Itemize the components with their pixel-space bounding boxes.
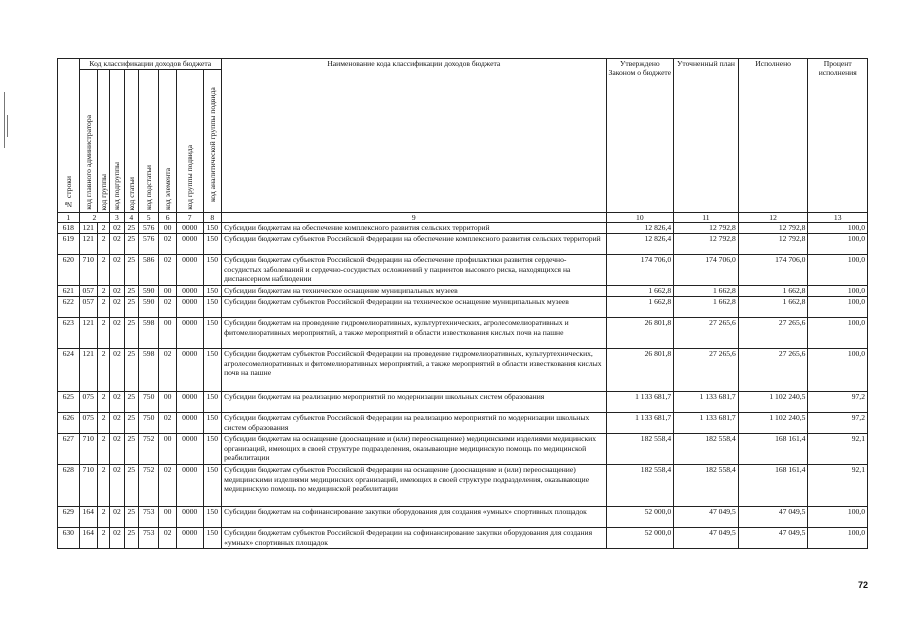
subarticle-code-cell: 590: [138, 297, 159, 318]
group-code-cell: 2: [97, 234, 109, 255]
revenue-name-cell: Субсидии бюджетам на проведение гидромелиоративных, культуртехнических, агролесомелиоративных и фитомелиоративных мероприятий, а также мероприятий в области известкования кислых почв на пашне: [222, 318, 606, 349]
revenue-name-cell: Субсидии бюджетам на реализацию мероприятий по модернизации школьных систем образования: [222, 392, 606, 413]
analytic-group-code-cell: 150: [203, 255, 222, 286]
approved-amount-cell: 52 000,0: [606, 528, 674, 549]
subarticle-code-cell: 576: [138, 223, 159, 234]
revised-plan-cell: 27 265,6: [674, 349, 739, 392]
article-code-cell: 25: [124, 465, 138, 507]
approved-amount-cell: 12 826,4: [606, 234, 674, 255]
column-number: 9: [222, 213, 606, 223]
percent-executed-cell: 100,0: [808, 318, 868, 349]
subarticle-code-cell: 750: [138, 413, 159, 434]
row-number-cell: 624: [58, 349, 80, 392]
column-number: 11: [674, 213, 739, 223]
column-number: 2: [79, 213, 110, 223]
subgroup-code-cell: 02: [110, 528, 124, 549]
percent-executed-cell: 97,2: [808, 413, 868, 434]
subtype-group-code-cell: 0000: [176, 349, 203, 392]
subgroup-code-cell: 02: [110, 413, 124, 434]
table-row: [58, 392, 868, 413]
approved-amount-cell: 1 662,8: [606, 286, 674, 297]
group-code-cell: 2: [97, 286, 109, 297]
element-code-cell: 02: [159, 413, 176, 434]
header-element-code: код элемента: [159, 70, 176, 213]
admin-code-cell: 057: [79, 286, 97, 297]
header-subtype-group-code: код группы подвида: [176, 70, 203, 213]
article-code-cell: 25: [124, 413, 138, 434]
percent-executed-cell: 100,0: [808, 528, 868, 549]
row-number-cell: 628: [58, 465, 80, 507]
analytic-group-code-cell: 150: [203, 434, 222, 465]
element-code-cell: 00: [159, 286, 176, 297]
subgroup-code-cell: 02: [110, 297, 124, 318]
subtype-group-code-cell: 0000: [176, 255, 203, 286]
percent-executed-cell: 100,0: [808, 223, 868, 234]
analytic-group-code-cell: 150: [203, 465, 222, 507]
row-number-cell: 620: [58, 255, 80, 286]
group-code-cell: 2: [97, 318, 109, 349]
article-code-cell: 25: [124, 349, 138, 392]
column-number: 7: [176, 213, 203, 223]
approved-amount-cell: 52 000,0: [606, 507, 674, 528]
revenue-name-cell: Субсидии бюджетам субъектов Российской Федерации на оснащение (дооснащение и (или) переоснащение) медицинскими изделиями медицинских организаций, имеющих в своей структуре подразделения, оказывающие медицинскую помощь по медицинской реабилитации: [222, 465, 606, 507]
subarticle-code-cell: 598: [138, 349, 159, 392]
admin-code-cell: 164: [79, 528, 97, 549]
element-code-cell: 00: [159, 318, 176, 349]
percent-executed-cell: 92,1: [808, 434, 868, 465]
revenue-name-cell: Субсидии бюджетам субъектов Российской Федерации на обеспечение профилактики развития сердечно-сосудистых заболеваний и сердечно-сосудистых осложнений у пациентов высокого риска, находящихся на диспансерном наблюдении: [222, 255, 606, 286]
group-code-cell: 2: [97, 528, 109, 549]
percent-executed-cell: 100,0: [808, 349, 868, 392]
revenue-name-cell: Субсидии бюджетам на софинансирование закупки оборудования для создания «умных» спортивных площадок: [222, 507, 606, 528]
subgroup-code-cell: 02: [110, 507, 124, 528]
subarticle-code-cell: 590: [138, 286, 159, 297]
header-subarticle-code: код подстатьи: [138, 70, 159, 213]
executed-amount-cell: 27 265,6: [738, 318, 808, 349]
group-code-cell: 2: [97, 349, 109, 392]
percent-executed-cell: 92,1: [808, 465, 868, 507]
column-number: 5: [138, 213, 159, 223]
table-row: [58, 507, 868, 528]
analytic-group-code-cell: 150: [203, 413, 222, 434]
approved-amount-cell: 1 133 681,7: [606, 392, 674, 413]
article-code-cell: 25: [124, 528, 138, 549]
column-number: 10: [606, 213, 674, 223]
revenue-name-cell: Субсидии бюджетам субъектов Российской Федерации на реализацию мероприятий по модернизации школьных систем образования: [222, 413, 606, 434]
header-name: Наименование кода классификации доходов бюджета: [222, 59, 606, 213]
subarticle-code-cell: 752: [138, 465, 159, 507]
header-subgroup-code: код подгруппы: [110, 70, 124, 213]
element-code-cell: 02: [159, 297, 176, 318]
column-number: 12: [738, 213, 808, 223]
element-code-cell: 00: [159, 434, 176, 465]
table-row: [58, 255, 868, 286]
executed-amount-cell: 168 161,4: [738, 434, 808, 465]
element-code-cell: 02: [159, 465, 176, 507]
executed-amount-cell: 1 662,8: [738, 286, 808, 297]
element-code-cell: 02: [159, 528, 176, 549]
table-row: [58, 413, 868, 434]
subtype-group-code-cell: 0000: [176, 223, 203, 234]
revenue-name-cell: Субсидии бюджетам субъектов Российской Федерации на софинансирование закупки оборудования для создания «умных» спортивных площадок: [222, 528, 606, 549]
subtype-group-code-cell: 0000: [176, 465, 203, 507]
article-code-cell: 25: [124, 434, 138, 465]
analytic-group-code-cell: 150: [203, 392, 222, 413]
article-code-cell: 25: [124, 234, 138, 255]
analytic-group-code-cell: 150: [203, 528, 222, 549]
approved-amount-cell: 174 706,0: [606, 255, 674, 286]
revised-plan-cell: 47 049,5: [674, 528, 739, 549]
subtype-group-code-cell: 0000: [176, 434, 203, 465]
approved-amount-cell: 182 558,4: [606, 434, 674, 465]
subgroup-code-cell: 02: [110, 318, 124, 349]
table-row: [58, 318, 868, 349]
subtype-group-code-cell: 0000: [176, 507, 203, 528]
column-number: 8: [203, 213, 222, 223]
revised-plan-cell: 47 049,5: [674, 507, 739, 528]
subarticle-code-cell: 753: [138, 507, 159, 528]
element-code-cell: 02: [159, 234, 176, 255]
subgroup-code-cell: 02: [110, 223, 124, 234]
group-code-cell: 2: [97, 223, 109, 234]
approved-amount-cell: 1 133 681,7: [606, 413, 674, 434]
article-code-cell: 25: [124, 318, 138, 349]
table-row: [58, 349, 868, 392]
revised-plan-cell: 27 265,6: [674, 318, 739, 349]
subtype-group-code-cell: 0000: [176, 528, 203, 549]
subarticle-code-cell: 598: [138, 318, 159, 349]
admin-code-cell: 075: [79, 392, 97, 413]
approved-amount-cell: 12 826,4: [606, 223, 674, 234]
subarticle-code-cell: 752: [138, 434, 159, 465]
row-number-cell: 630: [58, 528, 80, 549]
admin-code-cell: 121: [79, 318, 97, 349]
subgroup-code-cell: 02: [110, 255, 124, 286]
executed-amount-cell: 47 049,5: [738, 507, 808, 528]
revised-plan-cell: 182 558,4: [674, 434, 739, 465]
executed-amount-cell: 12 792,8: [738, 223, 808, 234]
revised-plan-cell: 1 662,8: [674, 297, 739, 318]
admin-code-cell: 121: [79, 349, 97, 392]
analytic-group-code-cell: 150: [203, 297, 222, 318]
revenue-name-cell: Субсидии бюджетам субъектов Российской Федерации на проведение гидромелиоративных, культуртехнических, агролесомелиоративных и фитомелиоративных мероприятий, а также мероприятий в области известкования кислых почв на пашне: [222, 349, 606, 392]
column-number: 4: [124, 213, 138, 223]
analytic-group-code-cell: 150: [203, 318, 222, 349]
article-code-cell: 25: [124, 507, 138, 528]
revised-plan-cell: 1 133 681,7: [674, 413, 739, 434]
article-code-cell: 25: [124, 223, 138, 234]
revised-plan-cell: 1 662,8: [674, 286, 739, 297]
subtype-group-code-cell: 0000: [176, 297, 203, 318]
admin-code-cell: 164: [79, 507, 97, 528]
header-analytic-group-code: код аналитической группы подвида: [203, 70, 222, 213]
analytic-group-code-cell: 150: [203, 234, 222, 255]
percent-executed-cell: 100,0: [808, 255, 868, 286]
executed-amount-cell: 174 706,0: [738, 255, 808, 286]
group-code-cell: 2: [97, 465, 109, 507]
group-code-cell: 2: [97, 434, 109, 465]
table-row: [58, 286, 868, 297]
header-classification-group: Код классификации доходов бюджета: [79, 59, 222, 70]
percent-executed-cell: 100,0: [808, 286, 868, 297]
subgroup-code-cell: 02: [110, 392, 124, 413]
column-number: 13: [808, 213, 868, 223]
analytic-group-code-cell: 150: [203, 349, 222, 392]
group-code-cell: 2: [97, 297, 109, 318]
executed-amount-cell: 47 049,5: [738, 528, 808, 549]
row-number-cell: 622: [58, 297, 80, 318]
margin-mark: [4, 92, 6, 148]
subtype-group-code-cell: 0000: [176, 234, 203, 255]
table-row: [58, 234, 868, 255]
percent-executed-cell: 100,0: [808, 507, 868, 528]
element-code-cell: 02: [159, 255, 176, 286]
executed-amount-cell: 168 161,4: [738, 465, 808, 507]
table-row: [58, 528, 868, 549]
header-article-code: код статьи: [124, 70, 138, 213]
subtype-group-code-cell: 0000: [176, 286, 203, 297]
header-percent: Процент исполнения: [808, 59, 868, 213]
group-code-cell: 2: [97, 255, 109, 286]
table-row: [58, 465, 868, 507]
approved-amount-cell: 26 801,8: [606, 349, 674, 392]
subgroup-code-cell: 02: [110, 234, 124, 255]
row-number-cell: 623: [58, 318, 80, 349]
admin-code-cell: 121: [79, 234, 97, 255]
subarticle-code-cell: 576: [138, 234, 159, 255]
subgroup-code-cell: 02: [110, 286, 124, 297]
header-admin-code: код главного администратора: [79, 70, 97, 213]
admin-code-cell: 710: [79, 255, 97, 286]
group-code-cell: 2: [97, 507, 109, 528]
admin-code-cell: 710: [79, 434, 97, 465]
column-number: 3: [110, 213, 124, 223]
budget-revenue-table: [57, 58, 868, 549]
subgroup-code-cell: 02: [110, 349, 124, 392]
table-row: [58, 434, 868, 465]
executed-amount-cell: 1 102 240,5: [738, 413, 808, 434]
revised-plan-cell: 12 792,8: [674, 223, 739, 234]
revenue-name-cell: Субсидии бюджетам на обеспечение комплексного развития сельских территорий: [222, 223, 606, 234]
approved-amount-cell: 182 558,4: [606, 465, 674, 507]
approved-amount-cell: 26 801,8: [606, 318, 674, 349]
approved-amount-cell: 1 662,8: [606, 297, 674, 318]
revenue-name-cell: Субсидии бюджетам на оснащение (дооснащение и (или) переоснащение) медицинскими изделиями медицинских организаций, имеющих в своей структуре подразделения, оказывающие медицинскую помощь по медицинской реабилитации: [222, 434, 606, 465]
element-code-cell: 00: [159, 507, 176, 528]
table-row: [58, 297, 868, 318]
executed-amount-cell: 1 102 240,5: [738, 392, 808, 413]
subgroup-code-cell: 02: [110, 434, 124, 465]
admin-code-cell: 075: [79, 413, 97, 434]
executed-amount-cell: 12 792,8: [738, 234, 808, 255]
group-code-cell: 2: [97, 392, 109, 413]
revenue-name-cell: Субсидии бюджетам субъектов Российской Федерации на техническое оснащение муниципальных музеев: [222, 297, 606, 318]
subtype-group-code-cell: 0000: [176, 318, 203, 349]
column-number: 1: [58, 213, 80, 223]
revised-plan-cell: 12 792,8: [674, 234, 739, 255]
article-code-cell: 25: [124, 297, 138, 318]
article-code-cell: 25: [124, 392, 138, 413]
column-number: 6: [159, 213, 176, 223]
row-number-cell: 629: [58, 507, 80, 528]
row-number-cell: 625: [58, 392, 80, 413]
element-code-cell: 00: [159, 392, 176, 413]
revised-plan-cell: 1 133 681,7: [674, 392, 739, 413]
row-number-cell: 618: [58, 223, 80, 234]
column-number-row: [58, 213, 868, 223]
analytic-group-code-cell: 150: [203, 507, 222, 528]
header-row-number: № строки: [58, 59, 80, 213]
analytic-group-code-cell: 150: [203, 223, 222, 234]
table-row: [58, 223, 868, 234]
header-approved: Утверждено Законом о бюджете: [606, 59, 674, 213]
subtype-group-code-cell: 0000: [176, 413, 203, 434]
row-number-cell: 621: [58, 286, 80, 297]
article-code-cell: 25: [124, 286, 138, 297]
revenue-name-cell: Субсидии бюджетам субъектов Российской Федерации на обеспечение комплексного развития сельских территорий: [222, 234, 606, 255]
subarticle-code-cell: 750: [138, 392, 159, 413]
percent-executed-cell: 100,0: [808, 234, 868, 255]
element-code-cell: 00: [159, 223, 176, 234]
admin-code-cell: 710: [79, 465, 97, 507]
subarticle-code-cell: 753: [138, 528, 159, 549]
page-number: 72: [857, 580, 868, 590]
row-number-cell: 619: [58, 234, 80, 255]
subarticle-code-cell: 586: [138, 255, 159, 286]
group-code-cell: 2: [97, 413, 109, 434]
margin-mark: [7, 115, 9, 137]
admin-code-cell: 057: [79, 297, 97, 318]
revised-plan-cell: 174 706,0: [674, 255, 739, 286]
percent-executed-cell: 97,2: [808, 392, 868, 413]
subtype-group-code-cell: 0000: [176, 392, 203, 413]
header-revised: Уточненный план: [674, 59, 739, 213]
header-group-code: код группы: [97, 70, 109, 213]
analytic-group-code-cell: 150: [203, 286, 222, 297]
element-code-cell: 02: [159, 349, 176, 392]
revenue-name-cell: Субсидии бюджетам на техническое оснащение муниципальных музеев: [222, 286, 606, 297]
subgroup-code-cell: 02: [110, 465, 124, 507]
header-executed: Исполнено: [738, 59, 808, 213]
percent-executed-cell: 100,0: [808, 297, 868, 318]
admin-code-cell: 121: [79, 223, 97, 234]
row-number-cell: 626: [58, 413, 80, 434]
executed-amount-cell: 1 662,8: [738, 297, 808, 318]
executed-amount-cell: 27 265,6: [738, 349, 808, 392]
row-number-cell: 627: [58, 434, 80, 465]
article-code-cell: 25: [124, 255, 138, 286]
revised-plan-cell: 182 558,4: [674, 465, 739, 507]
